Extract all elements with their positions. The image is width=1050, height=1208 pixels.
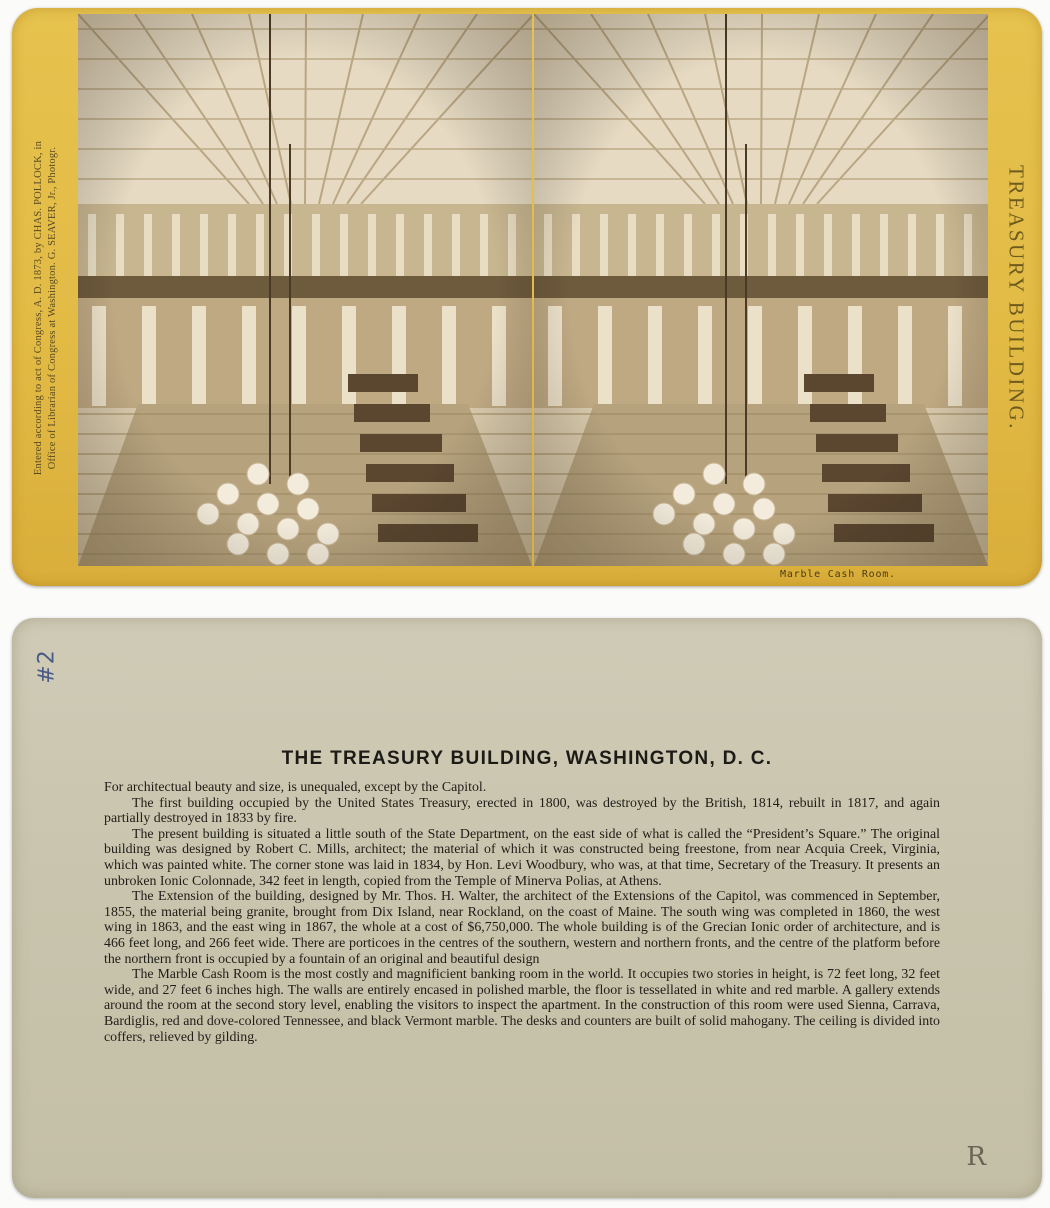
paragraph-extension: The Extension of the building, designed by Mr. Thos. H. Walter, the architect of the Extensions of the Capitol, was commenced in September, 1855, the material being granite, brought from Dix Island, near Rockland, on the coast of Maine. The south wing was completed in 1860, the west wing in 1863, and the east wing in 1867, the whole at a cost of $6,750,000. The whole building is of the Grecian Ionic order of architecture, and is 466 feet long, and 266 feet wide. There are porticoes in the centres of the southern, western and northern fronts, and the centre of the platform before the northern front is occupied by a fountain of an original and beautiful design: [104, 889, 940, 967]
back-description: [104, 780, 940, 1045]
pencil-annotation-left: #2: [34, 649, 60, 684]
credit-line-1: Entered according to act of Congress, A. D. 1873, by CHAS. POLLOCK, in: [33, 140, 44, 476]
paragraph-present-building: The present building is situated a little south of the State Department, on the east side of what is called the “President’s Square.” The original building was designed by Robert C. Mills, architect; the material of which it was constructed being freestone, from near Acquia Creek, Virginia, which was painted white. The corner stone was laid in 1834, by Hon. Levi Woodbury, who was, at that time, Secretary of the Treasury. It presents an unbroken Ionic Colonnade, 342 feet in length, copied from the Temple of Minerva Polias, at Athens.: [104, 826, 940, 889]
photo-vignette: [534, 14, 988, 566]
interior-scene: [78, 14, 532, 566]
copyright-credit: [16, 68, 76, 548]
pencil-annotation-bottom-right: R: [966, 1142, 986, 1172]
back-title: THE TREASURY BUILDING, WASHINGTON, D. C.: [281, 748, 773, 769]
photo-vignette: [78, 14, 532, 566]
stereoview-back: [12, 618, 1042, 1198]
credit-line-2: Office of Librarian of Congress at Washington. G. SEAVER, Jr., Photogr.: [47, 146, 58, 470]
paragraph-history: The first building occupied by the United States Treasury, erected in 1800, was destroyed by the British, 1814, rebuilt in 1817, and again partially destroyed in 1833 by fire.: [104, 795, 940, 827]
stereoview-front: [12, 8, 1042, 586]
paragraph-intro: For architectual beauty and size, is unequaled, except by the Capitol.: [104, 780, 487, 795]
stereo-photo-right: [534, 14, 988, 566]
paragraph-cash-room: The Marble Cash Room is the most costly and magnificient banking room in the world. It occupies two stories in height, is 72 feet long, 32 feet wide, and 27 feet 6 inches high. The walls are entirely encased in polished marble, the floor is tessellated in white and red marble. A gallery extends around the room at the second story level, enabling the visitors to inspect the apartment. In the construction of this room were used Sienna, Carrava, Bardiglis, red and dove-colored Tennessee, and black Vermont marble. The desks and counters are built of solid mahogany. The ceiling is divided into coffers, relieved by gilding.: [104, 967, 940, 1045]
side-title: [994, 108, 1038, 488]
stereo-photo-left: [78, 14, 532, 566]
pencil-faint-mark: [716, 624, 718, 639]
interior-scene: [534, 14, 988, 566]
photo-caption: Marble Cash Room.: [780, 569, 896, 580]
side-title-text: TREASURY BUILDING.: [1004, 165, 1029, 431]
